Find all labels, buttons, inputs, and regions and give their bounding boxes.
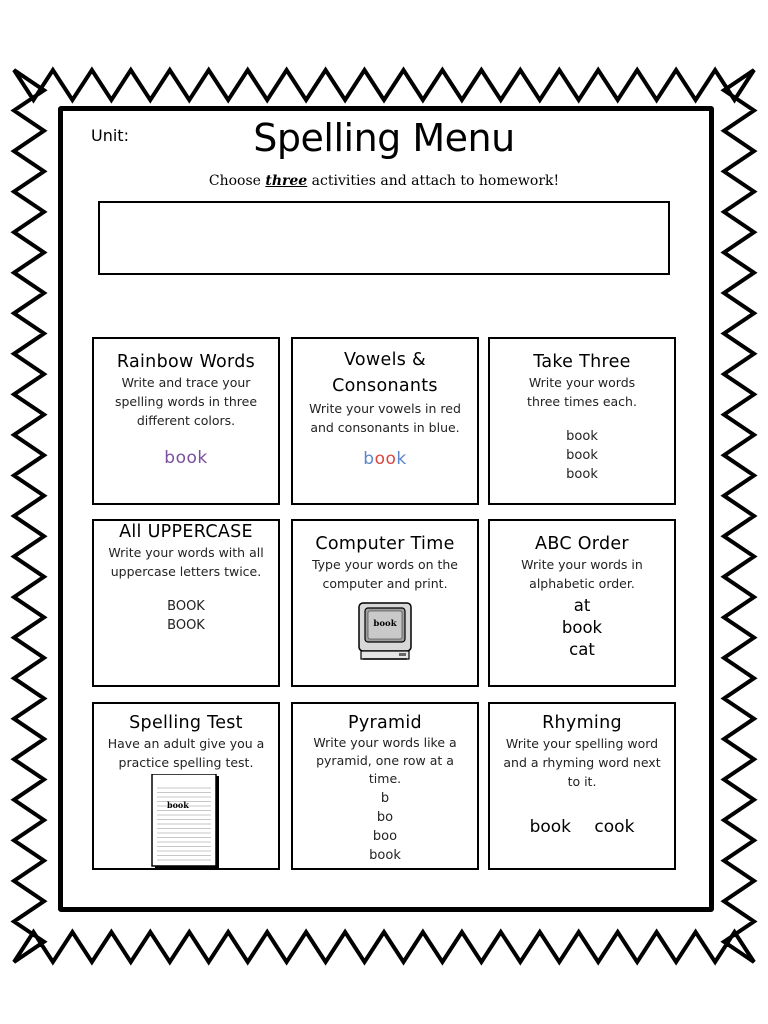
card-title: Take Three: [533, 352, 631, 372]
card-title: Vowels & Consonants: [332, 350, 438, 396]
card-description: Write your spelling word and a rhyming word next to it.: [503, 736, 661, 789]
example-word: BOOK: [167, 599, 205, 614]
card-description: Write your words with all uppercase letters twice.: [108, 545, 264, 579]
example-word: b: [380, 791, 390, 806]
card-title: Pyramid: [348, 713, 422, 733]
example-word: book: [369, 848, 401, 863]
card-rainbow-words: [92, 337, 280, 505]
instruction-suffix: activities and attach to homework!: [311, 173, 560, 189]
card-description: Write and trace your spelling words in three different colors.: [114, 375, 258, 428]
example-word: book: [566, 448, 598, 463]
lined-paper-icon: [151, 774, 221, 870]
computer-icon: [355, 601, 415, 663]
instruction-emphasis: three: [265, 173, 308, 189]
example-word: book: [566, 429, 598, 444]
card-title: ABC Order: [535, 534, 629, 554]
paper-word: book: [167, 800, 189, 810]
card-spelling-test: [92, 702, 280, 870]
card-description: Type your words on the computer and print.: [311, 557, 459, 591]
rhyme-example: book cook: [529, 817, 635, 837]
card-title: Rainbow Words: [116, 352, 256, 372]
rainbow-example: book: [164, 448, 208, 468]
unit-label: Unit:: [91, 126, 129, 145]
example-word: BOOK: [167, 618, 205, 633]
card-pyramid: [291, 702, 479, 870]
card-all-uppercase: [92, 519, 280, 687]
card-description: Have an adult give you a practice spelling test.: [107, 736, 265, 770]
card-title: All UPPERCASE: [119, 522, 253, 542]
vowel-consonant-example: book: [363, 449, 407, 469]
card-description: Write your words in alphabetic order.: [521, 557, 643, 591]
page-title: Spelling Menu: [253, 116, 515, 160]
example-word: bo: [376, 810, 394, 825]
example-word: book: [561, 618, 603, 637]
instruction-prefix: Choose: [208, 173, 261, 189]
example-word: boo: [372, 829, 398, 844]
example-word: at: [573, 596, 591, 615]
card-description: Write your vowels in red and consonants in blue.: [309, 401, 461, 435]
card-computer-time: [291, 519, 479, 687]
card-description: Write your words like a pyramid, one row at a time.: [313, 735, 457, 786]
card-description: Write your words three times each.: [527, 375, 637, 409]
card-title: Computer Time: [315, 534, 455, 554]
screen-word: book: [373, 619, 397, 629]
instructions: [0, 173, 768, 189]
spelling-words-box: [98, 201, 670, 275]
card-rhyming: [488, 702, 676, 870]
card-title: Rhyming: [542, 713, 622, 733]
card-take-three: [488, 337, 676, 505]
example-word: cat: [569, 640, 595, 659]
card-vowels-consonants: [291, 337, 479, 505]
card-abc-order: [488, 519, 676, 687]
card-title: Spelling Test: [129, 713, 243, 733]
example-word: book: [566, 467, 598, 482]
